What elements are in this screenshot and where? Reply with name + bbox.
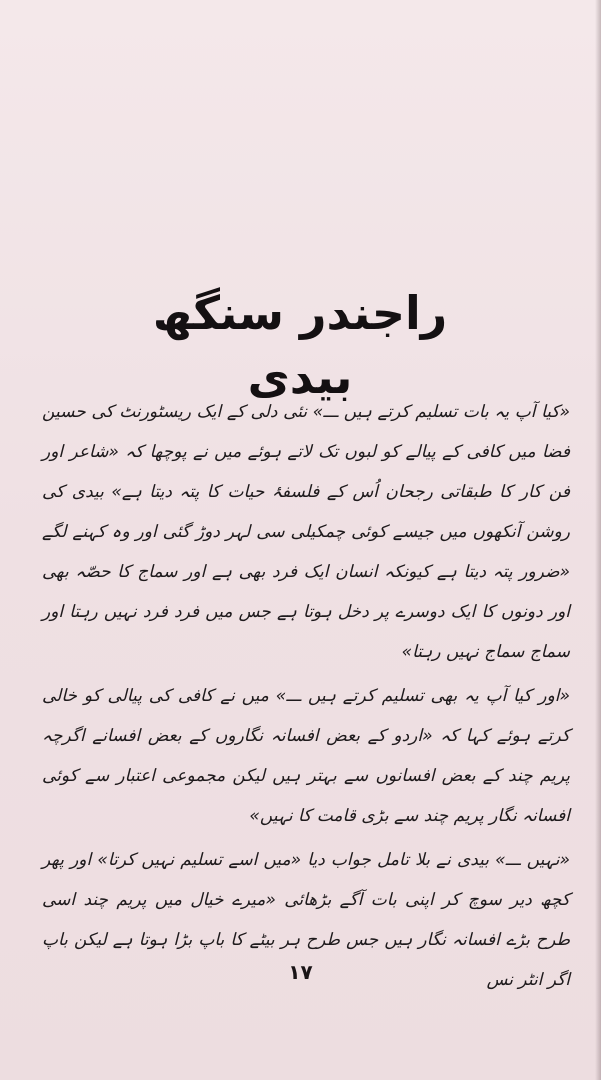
paragraph-3: «نہیں ـــ» بیدی نے بلا تامل جواب دیا «میں اسے تسلیم نہیں کرتا» اور پھر کچھ دیر سوچ کر اپنی بات آگے بڑھائی «میرے خیال میں پریم چند اسی طرح بڑے افسانہ نگار ہیں جس طرح ہر بیٹے کا باپ بڑا ہوتا ہے لیکن باپ اگر انٹر نس (42, 850, 570, 990)
chapter-title: راجندر سنگھ بیدی (152, 285, 448, 405)
body-text (42, 392, 570, 1000)
page-edge-shadow (595, 0, 601, 1080)
paragraph-1: «کیا آپ یہ بات تسلیم کرتے ہیں ـــ» نئی دلی کے ایک ریسٹورنٹ کی حسین فضا میں کافی کے پیالے کو لبوں تک لاتے ہوئے میں نے پوچھا کہ «شاعر اور فن کار کا طبقاتی رجحان اُس کے فلسفۂ حیات کا پتہ دیتا ہے» بیدی کی روشن آنکھوں میں جیسے کوئی چمکیلی سی لہر دوڑ گئی اور وہ کہنے لگے «ضرور پتہ دیتا ہے کیونکہ انسان ایک فرد بھی ہے اور سماج کا حصّہ بھی اور دونوں کا ایک دوسرے پر دخل ہوتا ہے جس میں فرد فرد نہیں رہتا اور سماج سماج نہیں رہتا» (42, 402, 570, 662)
page-number: ۱۷ (288, 960, 313, 984)
paragraph-2: «اور کیا آپ یہ بھی تسلیم کرتے ہیں ـــ» میں نے کافی کی پیالی کو خالی کرتے ہوئے کہا کہ «اردو کے بعض افسانہ نگاروں کے بعض افسانے اگرچہ پریم چند کے بعض افسانوں سے بہتر ہیں لیکن مجموعی اعتبار سے کوئی افسانہ نگار پریم چند سے بڑی قامت کا نہیں» (42, 686, 570, 826)
